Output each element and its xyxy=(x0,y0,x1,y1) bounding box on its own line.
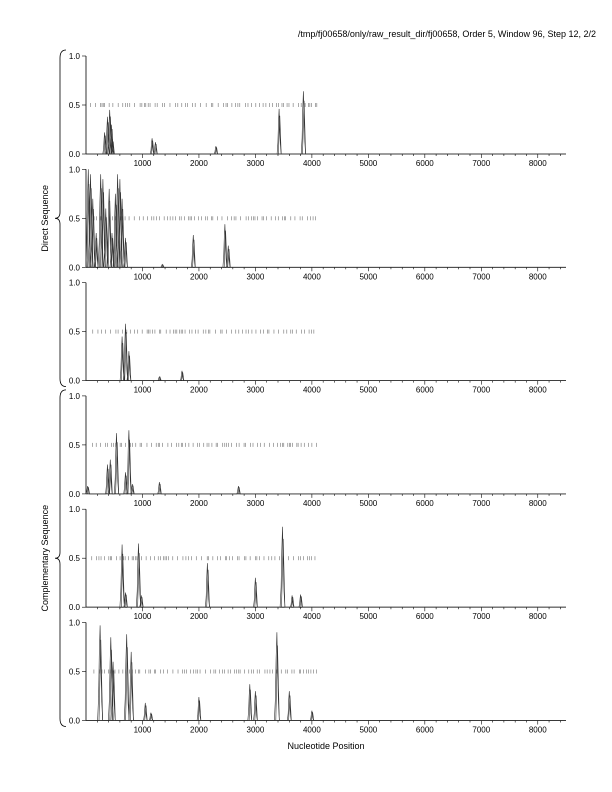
x-tick-label: 7000 xyxy=(472,725,491,735)
x-tick-label: 1000 xyxy=(133,272,152,282)
x-tick-label: 4000 xyxy=(302,498,321,508)
x-tick-label: 3000 xyxy=(246,612,265,622)
x-tick-label: 3000 xyxy=(246,385,265,395)
y-tick-label: 0.5 xyxy=(68,667,80,677)
y-tick-label: 0.5 xyxy=(68,214,80,224)
x-tick-label: 4000 xyxy=(302,159,321,168)
x-tick-label: 8000 xyxy=(528,385,547,395)
x-tick-label: 5000 xyxy=(359,498,378,508)
x-tick-label: 5000 xyxy=(359,159,378,168)
series-trace xyxy=(86,527,566,607)
y-tick-label: 1.0 xyxy=(68,505,80,515)
x-tick-label: 2000 xyxy=(190,385,208,395)
direct-sequence-brace xyxy=(55,50,66,387)
x-tick-label: 6000 xyxy=(415,612,434,622)
series-trace xyxy=(86,625,566,720)
x-tick-label: 6000 xyxy=(415,385,434,395)
y-tick-label: 1.0 xyxy=(68,278,80,288)
x-tick-label: 1000 xyxy=(133,159,152,168)
x-tick-label: 6000 xyxy=(415,272,434,282)
x-tick-label: 4000 xyxy=(302,272,321,282)
x-tick-label: 6000 xyxy=(415,159,434,168)
figure-title: /tmp/fj00658/only/raw_result_dir/fj00658, Order 5, Window 96, Step 12, 2/2 xyxy=(297,29,596,39)
x-tick-label: 1000 xyxy=(133,385,152,395)
y-tick-label: 0.5 xyxy=(68,327,80,337)
complementary-sequence-brace xyxy=(55,390,66,727)
panel-2 xyxy=(69,165,566,281)
x-tick-label: 2000 xyxy=(190,725,208,735)
y-tick-label: 0.5 xyxy=(68,440,80,450)
panel-6 xyxy=(69,619,566,735)
x-tick-label: 2000 xyxy=(190,272,208,282)
x-tick-label: 1000 xyxy=(133,612,152,622)
panel-3 xyxy=(69,279,566,395)
x-tick-label: 5000 xyxy=(359,272,378,282)
group-braces xyxy=(40,50,66,727)
y-tick-label: 0.0 xyxy=(68,150,80,159)
x-tick-label: 4000 xyxy=(302,612,321,622)
y-tick-label: 0.0 xyxy=(68,489,80,499)
x-tick-label: 2000 xyxy=(190,612,208,622)
x-tick-label: 7000 xyxy=(472,385,491,395)
y-tick-label: 1.0 xyxy=(68,165,80,175)
x-tick-label: 5000 xyxy=(359,612,378,622)
y-tick-label: 1.0 xyxy=(68,52,80,61)
x-tick-label: 5000 xyxy=(359,385,378,395)
y-tick-label: 1.0 xyxy=(68,391,80,401)
x-tick-label: 8000 xyxy=(528,498,547,508)
y-tick-label: 0.5 xyxy=(68,554,80,564)
panel-4 xyxy=(69,392,566,508)
series-trace xyxy=(86,324,566,381)
x-tick-label: 3000 xyxy=(246,725,265,735)
x-tick-label: 4000 xyxy=(302,385,321,395)
direct-sequence-label: Direct Sequence xyxy=(40,185,50,252)
series-trace xyxy=(86,169,566,267)
x-tick-label: 2000 xyxy=(190,498,208,508)
x-tick-label: 1000 xyxy=(133,725,152,735)
y-tick-label: 0.0 xyxy=(68,716,80,726)
panel-5 xyxy=(69,505,566,621)
x-tick-label: 8000 xyxy=(528,159,547,168)
y-tick-label: 0.0 xyxy=(68,603,80,613)
x-tick-label: 8000 xyxy=(528,612,547,622)
x-tick-label: 6000 xyxy=(415,498,434,508)
y-tick-label: 0.0 xyxy=(68,263,80,273)
complementary-sequence-label: Complementary Sequence xyxy=(40,504,50,612)
x-tick-label: 5000 xyxy=(359,725,378,735)
x-axis-label: Nucleotide Position xyxy=(287,741,365,751)
y-tick-label: 0.0 xyxy=(68,376,80,386)
x-tick-label: 6000 xyxy=(415,725,434,735)
y-tick-label: 1.0 xyxy=(68,618,80,628)
x-tick-label: 3000 xyxy=(246,159,265,168)
panels xyxy=(69,52,566,735)
x-tick-label: 3000 xyxy=(246,498,265,508)
y-tick-label: 0.5 xyxy=(68,101,80,110)
x-tick-label: 4000 xyxy=(302,725,321,735)
x-tick-label: 7000 xyxy=(472,498,491,508)
x-tick-label: 8000 xyxy=(528,725,547,735)
x-tick-label: 7000 xyxy=(472,159,491,168)
x-tick-label: 7000 xyxy=(472,612,491,622)
x-tick-label: 2000 xyxy=(190,159,208,168)
x-tick-label: 8000 xyxy=(528,272,547,282)
series-trace xyxy=(86,430,566,494)
x-tick-label: 3000 xyxy=(246,272,265,282)
x-tick-label: 1000 xyxy=(133,498,152,508)
series-trace xyxy=(86,91,566,154)
panel-1 xyxy=(69,52,566,168)
x-tick-label: 7000 xyxy=(472,272,491,282)
